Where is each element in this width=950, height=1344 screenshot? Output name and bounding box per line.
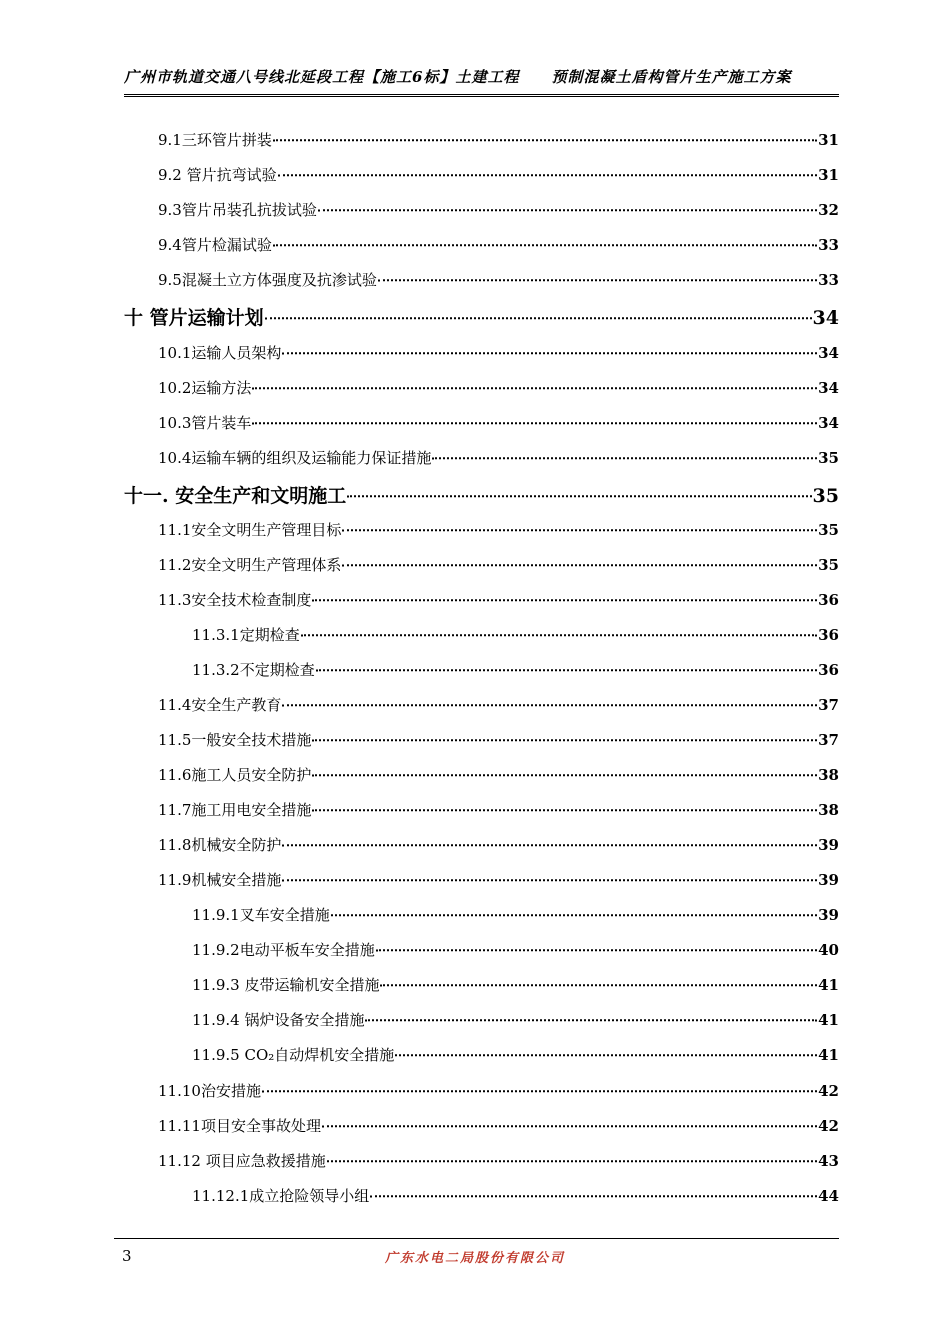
dot-leader <box>312 722 817 741</box>
toc-entry-page: 34 <box>818 413 839 432</box>
toc-entry-title: 11.10治安措施 <box>158 1081 261 1100</box>
dot-leader <box>282 335 817 354</box>
dot-leader <box>273 122 817 141</box>
toc-entry-title: 11.5一般安全技术措施 <box>158 730 312 749</box>
toc-entry-page: 44 <box>818 1186 839 1205</box>
toc-entry-title: 11.9.2电动平板车安全措施 <box>192 940 375 959</box>
toc-entry-page: 37 <box>818 730 839 749</box>
dot-leader <box>318 192 817 211</box>
toc-entry[interactable] <box>158 231 839 255</box>
dot-leader <box>432 440 817 459</box>
toc-entry[interactable] <box>192 936 839 960</box>
toc-entry-page: 32 <box>818 200 839 219</box>
dot-leader <box>380 967 817 986</box>
toc-entry[interactable] <box>158 161 839 185</box>
toc-entry[interactable] <box>158 761 839 785</box>
dot-leader <box>252 370 817 389</box>
toc-entry-title: 11.8机械安全防护 <box>158 835 282 854</box>
toc-entry[interactable] <box>124 301 839 330</box>
toc-entry-page: 43 <box>818 1151 839 1170</box>
toc-entry-title: 9.2 管片抗弯试验 <box>158 165 277 184</box>
toc-entry-page: 38 <box>818 800 839 819</box>
dot-leader <box>282 687 817 706</box>
toc-entry-page: 31 <box>818 165 839 184</box>
dot-leader <box>370 1178 817 1197</box>
toc-entry-page: 34 <box>818 378 839 397</box>
toc-entry-page: 34 <box>818 343 839 362</box>
toc-entry[interactable] <box>158 516 839 540</box>
toc-entry-title: 11.12 项目应急救援措施 <box>158 1151 326 1170</box>
toc-entry-title: 10.2运输方法 <box>158 378 252 397</box>
dot-leader <box>365 1002 817 1021</box>
toc-entry[interactable] <box>192 1006 839 1030</box>
toc-entry-page: 33 <box>818 235 839 254</box>
toc-entry-page: 35 <box>812 484 839 507</box>
toc-entry-page: 40 <box>818 940 839 959</box>
dot-leader <box>312 757 817 776</box>
toc-entry[interactable] <box>158 586 839 610</box>
toc-entry[interactable] <box>192 971 839 995</box>
toc-entry-page: 42 <box>818 1081 839 1100</box>
toc-entry-title: 9.5混凝土立方体强度及抗渗试验 <box>158 270 377 289</box>
toc-entry[interactable] <box>158 866 839 890</box>
toc-entry-title: 9.3管片吊装孔抗拔试验 <box>158 200 317 219</box>
toc-entry-title: 十 管片运输计划 <box>124 306 264 329</box>
dot-leader <box>395 1037 817 1056</box>
toc-entry[interactable] <box>158 1147 839 1171</box>
toc-entry[interactable] <box>158 796 839 820</box>
toc-entry-title: 11.11项目安全事故处理 <box>158 1116 321 1135</box>
toc-entry[interactable] <box>192 1041 839 1065</box>
dot-leader <box>262 1073 817 1092</box>
toc-entry[interactable] <box>192 1182 839 1206</box>
dot-leader <box>342 512 817 531</box>
toc-entry-title: 11.4安全生产教育 <box>158 695 282 714</box>
toc-entry-page: 36 <box>818 590 839 609</box>
toc-entry-title: 11.6施工人员安全防护 <box>158 765 312 784</box>
dot-leader <box>378 262 817 281</box>
dot-leader <box>278 157 818 176</box>
toc-entry[interactable] <box>158 831 839 855</box>
toc-entry[interactable] <box>192 656 839 680</box>
toc-entry-title: 11.9.4 锅炉设备安全措施 <box>192 1010 365 1029</box>
toc-entry-title: 9.4管片检漏试验 <box>158 235 272 254</box>
dot-leader <box>342 547 817 566</box>
company-name: 广东水电二局股份有限公司 <box>384 1251 565 1266</box>
toc-entry[interactable] <box>124 479 839 508</box>
toc-entry-page: 42 <box>818 1116 839 1135</box>
dot-leader <box>282 862 817 881</box>
dot-leader <box>312 582 817 601</box>
toc-entry-page: 41 <box>818 1045 839 1064</box>
toc-entry[interactable] <box>158 1112 839 1136</box>
toc-entry-page: 37 <box>818 695 839 714</box>
toc-entry-title: 11.9.1叉车安全措施 <box>192 905 330 924</box>
toc-entry-title: 11.12.1成立抢险领导小组 <box>192 1186 370 1205</box>
toc-entry[interactable] <box>158 339 839 363</box>
toc-entry-title: 十一. 安全生产和文明施工 <box>124 484 347 507</box>
toc-entry-page: 36 <box>818 660 839 679</box>
toc-entry-title: 11.3.1定期检查 <box>192 625 300 644</box>
toc-entry[interactable] <box>158 196 839 220</box>
toc-entry[interactable] <box>158 374 839 398</box>
dot-leader <box>331 897 817 916</box>
toc-entry[interactable] <box>158 551 839 575</box>
toc-entry-page: 39 <box>818 870 839 889</box>
toc-entry-title: 11.9机械安全措施 <box>158 870 282 889</box>
dot-leader <box>347 474 811 497</box>
toc-entry[interactable] <box>192 901 839 925</box>
dot-leader <box>273 227 817 246</box>
dot-leader <box>265 296 812 319</box>
toc-entry-title: 10.4运输车辆的组织及运输能力保证措施 <box>158 448 432 467</box>
dot-leader <box>316 652 817 671</box>
toc-entry-page: 35 <box>818 555 839 574</box>
toc-entry-title: 10.3管片装车 <box>158 413 252 432</box>
toc-entry[interactable] <box>158 691 839 715</box>
footer-rule <box>114 1238 839 1239</box>
dot-leader <box>327 1143 817 1162</box>
toc-entry-page: 39 <box>818 905 839 924</box>
toc-entry-page: 36 <box>818 625 839 644</box>
toc-entry-page: 41 <box>818 975 839 994</box>
toc-entry-page: 35 <box>818 520 839 539</box>
running-header: 广州市轨道交通八号线北延段工程【施工6标】土建工程 预制混凝土盾构管片生产施工方案 <box>124 68 792 86</box>
toc-entry-page: 33 <box>818 270 839 289</box>
toc-entry-page: 31 <box>818 130 839 149</box>
toc-entry[interactable] <box>158 409 839 433</box>
toc-entry[interactable] <box>158 1077 839 1101</box>
toc-entry[interactable] <box>158 444 839 468</box>
dot-leader <box>376 932 817 951</box>
toc-entry-title: 11.7施工用电安全措施 <box>158 800 312 819</box>
toc-entry[interactable] <box>192 621 839 645</box>
toc-entry-title: 11.9.5 CO₂自动焊机安全措施 <box>192 1045 395 1064</box>
toc-entry-title: 11.2安全文明生产管理体系 <box>158 555 342 574</box>
toc-entry-page: 38 <box>818 765 839 784</box>
toc-entry-title: 10.1运输人员架构 <box>158 343 282 362</box>
dot-leader <box>282 827 817 846</box>
dot-leader <box>252 405 817 424</box>
toc-entry-page: 34 <box>812 306 839 329</box>
toc-entry-title: 11.3安全技术检查制度 <box>158 590 312 609</box>
toc-entry-page: 41 <box>818 1010 839 1029</box>
toc-entry-page: 35 <box>818 448 839 467</box>
dot-leader <box>322 1108 817 1127</box>
dot-leader <box>312 792 817 811</box>
toc-entry-title: 9.1三环管片拼装 <box>158 130 272 149</box>
toc-entry[interactable] <box>158 726 839 750</box>
page-number: 3 <box>122 1247 132 1265</box>
toc-entry-page: 39 <box>818 835 839 854</box>
toc-entry-title: 11.3.2不定期检查 <box>192 660 315 679</box>
toc-entry[interactable] <box>158 126 839 150</box>
toc-entry-title: 11.9.3 皮带运输机安全措施 <box>192 975 380 994</box>
dot-leader <box>301 617 817 636</box>
toc-entry[interactable] <box>158 266 839 290</box>
toc-entry-title: 11.1安全文明生产管理目标 <box>158 520 342 539</box>
